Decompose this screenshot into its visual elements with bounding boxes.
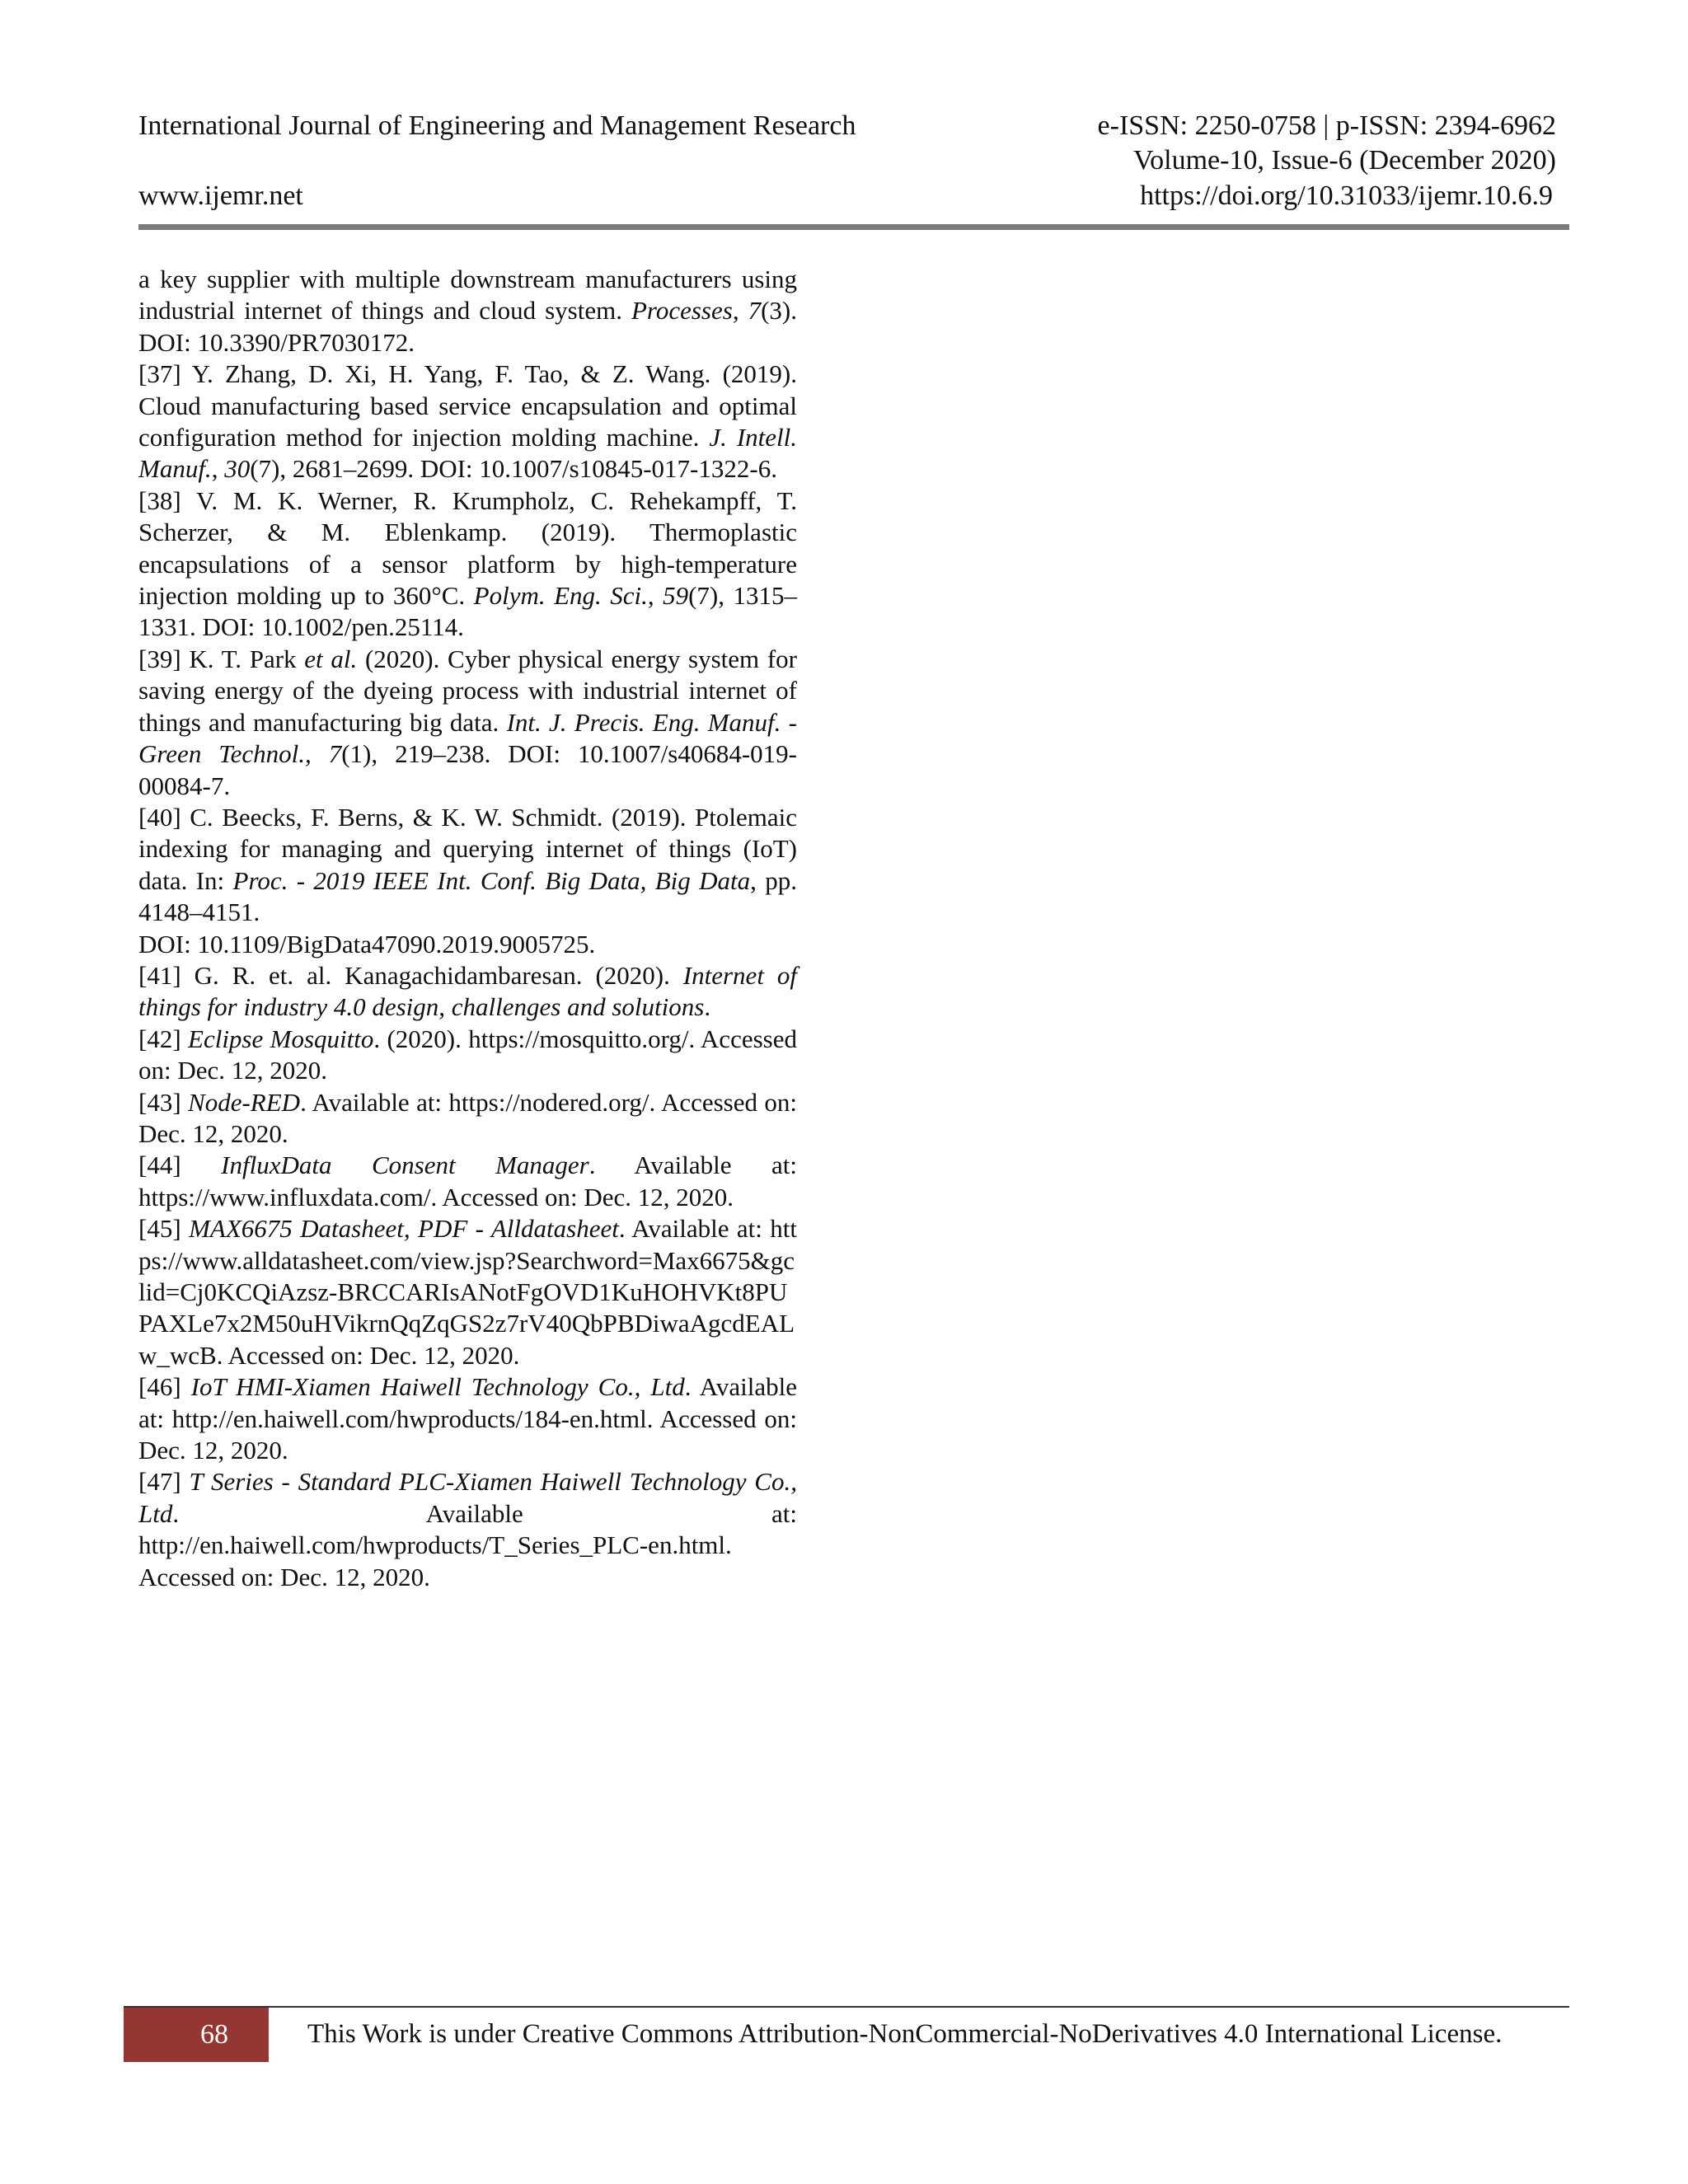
reference-entry	[138, 929, 797, 960]
reference-italic-text: T Series - Standard PLC-Xiamen Haiwell Technology Co., Ltd	[138, 1467, 797, 1528]
reference-entry	[138, 644, 797, 802]
page-number-box	[124, 2008, 269, 2062]
reference-text: [46]	[138, 1372, 191, 1402]
reference-text: (2020). Cyber physical energy system for saving energy of the dyeing process with industrial internet of things and manufacturing big data.	[138, 644, 797, 737]
reference-text: ,	[211, 454, 225, 484]
reference-text: (1), 219–238. DOI: 10.1007/s40684-019-00084-7.	[138, 739, 797, 800]
license-text: This Work is under Creative Commons Attribution-NonCommercial-NoDerivatives 4.0 International License.	[307, 2019, 1503, 2049]
reference-text: [38] V. M. K. Werner, R. Krumpholz, C. Rehekampff, T. Scherzer, & M. Eblenkamp. (2019). Thermoplastic encapsulations of a sensor platform by high-temperature injection molding up to 360°C.	[138, 485, 797, 611]
reference-italic-text: InfluxData Consent Manager	[221, 1151, 589, 1180]
reference-italic-text: 30	[224, 454, 251, 484]
reference-text: [44]	[138, 1151, 222, 1180]
reference-italic-text: IoT HMI-Xiamen Haiwell Technology Co., Ltd	[190, 1372, 685, 1402]
reference-entry	[138, 802, 797, 929]
reference-italic-text: et al.	[304, 644, 358, 673]
reference-italic-text: Int. J. Precis. Eng. Manuf. - Green Technol., 7	[138, 707, 797, 769]
reference-list	[138, 264, 797, 1593]
journal-title: International Journal of Engineering and Management Research	[138, 110, 856, 141]
reference-entry	[138, 264, 797, 359]
volume-issue: Volume-10, Issue-6 (December 2020)	[1132, 145, 1556, 176]
reference-text: (7), 2681–2699. DOI: 10.1007/s10845-017-1322-6.	[250, 454, 777, 484]
reference-text: ,	[647, 581, 663, 611]
article-doi: https://doi.org/10.31033/ijemr.10.6.9	[1140, 180, 1553, 211]
reference-text: [39] K. T. Park	[138, 644, 305, 673]
reference-text: [42]	[138, 1024, 189, 1053]
reference-text: . Available at: https://www.alldatasheet.com/view.jsp?Searchword=Max6675&gclid=Cj0KCQiAzsz-BRCCARIsANotFgOVD1KuHOHVKt8PUPAXLe7x2M50uHVikrnQqZqGS2z7rV40QbPBDiwaAgcdEALw_wcB. Accessed on: Dec. 12, 2020.	[138, 1214, 797, 1370]
reference-text: [45]	[138, 1214, 190, 1244]
reference-text: . Available at: https://nodered.org/. Accessed on: Dec. 12, 2020.	[138, 1087, 797, 1148]
journal-website: www.ijemr.net	[138, 180, 303, 211]
reference-entry	[138, 1150, 797, 1213]
reference-italic-text: Processes, 7	[631, 296, 762, 326]
reference-text: [37] Y. Zhang, D. Xi, H. Yang, F. Tao, & Z. Wang. (2019). Cloud manufacturing based service encapsulation and optimal configuration method for injection molding machine.	[138, 359, 797, 452]
reference-text: DOI: 10.1109/BigData47090.2019.9005725.	[138, 929, 596, 958]
footer-divider	[124, 2006, 1569, 2008]
header-divider	[138, 224, 1569, 230]
reference-italic-text: Node-RED	[188, 1087, 301, 1117]
reference-italic-text: Polym. Eng. Sci.	[473, 581, 648, 611]
reference-italic-text: Proc. - 2019 IEEE Int. Conf. Big Data, Big Data	[232, 865, 751, 895]
reference-text: [43]	[138, 1087, 189, 1117]
reference-entry	[138, 1024, 797, 1087]
reference-text: [47]	[138, 1467, 190, 1497]
reference-entry	[138, 485, 797, 644]
reference-text: (7), 1315–1331. DOI: 10.1002/pen.25114.	[138, 581, 797, 642]
reference-text: . Available at: https://www.influxdata.com/. Accessed on: Dec. 12, 2020.	[138, 1151, 797, 1212]
reference-entry	[138, 1466, 797, 1593]
reference-text: [40] C. Beecks, F. Berns, & K. W. Schmidt. (2019). Ptolemaic indexing for managing and querying internet of things (IoT) data. In:	[138, 802, 797, 895]
reference-entry	[138, 359, 797, 485]
reference-entry	[138, 1087, 797, 1151]
reference-text: . Available at: http://en.haiwell.com/hwproducts/T_Series_PLC-en.html. Accessed on: Dec. 12, 2020.	[138, 1498, 797, 1591]
reference-italic-text: Internet of things for industry 4.0 design, challenges and solutions	[138, 960, 797, 1022]
reference-entry	[138, 960, 797, 1024]
page-number: 68	[200, 2019, 228, 2050]
reference-text: .	[704, 992, 711, 1022]
reference-text: (3). DOI: 10.3390/PR7030172.	[138, 296, 797, 357]
issn-line: e-ISSN: 2250-0758 | p-ISSN: 2394-6962	[1097, 110, 1556, 141]
reference-italic-text: MAX6675 Datasheet, PDF - Alldatasheet	[189, 1214, 619, 1244]
reference-italic-text: 59	[663, 581, 689, 611]
reference-entry	[138, 1213, 797, 1371]
reference-entry	[138, 1371, 797, 1466]
reference-text: a key supplier with multiple downstream manufacturers using industrial internet of things and cloud system.	[138, 265, 797, 326]
reference-text: [41] G. R. et. al. Kanagachidambaresan. (2020).	[138, 960, 683, 990]
reference-text: , pp. 4148–4151.	[138, 865, 797, 927]
reference-text: . Available at: http://en.haiwell.com/hwproducts/184-en.html. Accessed on: Dec. 12, 2020.	[138, 1372, 797, 1465]
reference-italic-text: J. Intell. Manuf.	[138, 423, 797, 484]
reference-text: . (2020). https://mosquitto.org/. Accessed on: Dec. 12, 2020.	[138, 1024, 797, 1085]
reference-italic-text: Eclipse Mosquitto	[188, 1024, 374, 1053]
